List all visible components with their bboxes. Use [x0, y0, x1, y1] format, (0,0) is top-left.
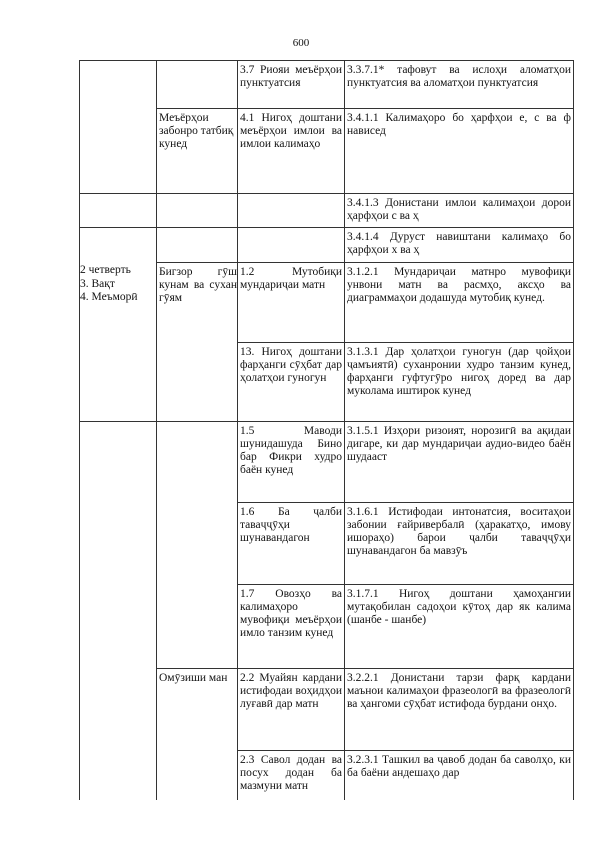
learning-objective: 1.7 Овозҳо ва калимаҳоро мувофиқи меъёрҳои имло танзим кунед — [240, 588, 342, 639]
row-border — [156, 668, 574, 669]
row-border — [156, 108, 574, 109]
section-title: Меъёрҳои забонро татбиқ кунед — [159, 112, 234, 150]
quarter-topic: 4. Меъморӣ — [80, 291, 138, 303]
learning-objective: 1.5 Маводи шунидашуда Бино бар Фикри худро баён кунед — [240, 425, 342, 476]
row-border — [79, 421, 574, 422]
assessment-criterion: 3.1.6.1 Истифодаи интонатсия, воситаҳои забонии ғайривербалӣ (ҳаракатҳо, имову ишораҳо) барои ҷалби таваҷҷӯҳи шунавандагон ба мавзӯъ — [347, 506, 571, 557]
col-border — [237, 60, 238, 800]
row-border — [156, 262, 574, 263]
assessment-criterion: 3.4.1.1 Калимаҳоро бо ҳарфҳои е, с ва ф нависед — [347, 112, 571, 137]
assessment-criterion: 3.1.2.1 Мундариҷаи матнро мувофиқи унвони матн ва расмҳо, аксҳо ва диаграммаҳои додашуда мутобиқ кунед. — [347, 266, 571, 304]
section-title: Бигзор гӯш кунам ва сухан гӯям — [159, 266, 237, 304]
row-border — [79, 60, 574, 61]
row-border — [237, 502, 574, 503]
row-border — [79, 193, 574, 194]
assessment-criterion: 3.1.5.1 Изҳори ризоият, норозигӣ ва ақидаи дигаре, ки дар мундариҷаи аудио-видео баён шудааст — [347, 425, 571, 463]
learning-objective: 2.2 Муайян кардани истифодаи воҳидҳои луғавӣ дар матн — [240, 672, 342, 710]
learning-objective: 13. Нигоҳ доштани фарҳанги сӯҳбат дар ҳолатҳои гуногун — [240, 346, 342, 384]
assessment-criterion: 3.3.7.1* тафовут ва ислоҳи аломатҳои пунктуатсия ва аломатҳои пунктуатсия — [347, 64, 571, 89]
row-border — [237, 750, 574, 751]
row-border — [237, 584, 574, 585]
learning-objective: 4.1 Нигоҳ доштани меъёрҳои имлои ва имлои калимаҳо — [240, 112, 342, 150]
col-border — [79, 60, 80, 800]
quarter-hours: 3. Вақт — [80, 277, 115, 290]
col-border — [344, 60, 345, 800]
assessment-criterion: 3.4.1.3 Донистани имлои калимаҳои дорои ҳарфҳои с ва ҳ — [347, 197, 571, 222]
learning-objective: 1.2 Мутобиқи мундариҷаи матн — [240, 266, 342, 291]
col-border — [573, 60, 574, 800]
assessment-criterion: 3.4.1.4 Дуруст навиштани калимаҳо бо ҳарфҳои х ва ҳ — [347, 231, 571, 256]
assessment-criterion: 3.1.7.1 Нигоҳ доштани ҳамоҳангии мутақобилан садоҳои кӯтоҳ дар як калима (шанбе - шанбе) — [347, 588, 571, 626]
assessment-criterion: 3.2.2.1 Донистани тарзи фарқ кардани маънои калимаҳои фразеологӣ ва фразеологӣ ва ҳангоми сӯҳбат истифода бурдани онҳо. — [347, 672, 571, 710]
learning-objective: 3.7 Риояи меъёрҳои пунктуатсия — [240, 64, 342, 89]
assessment-criterion: 3.1.3.1 Дар ҳолатҳои гуногун (дар ҷойҳои ҷамъиятӣ) суханронии худро танзим кунед, фарҳанги гуфтугӯро нигоҳ доред ва дар муколама иштирок кунед — [347, 346, 571, 397]
assessment-criterion: 3.2.3.1 Ташкил ва ҷавоб додан ба саволҳо, ки ба баёни андешаҳо дар — [347, 754, 571, 779]
page-number: 600 — [292, 37, 310, 49]
quarter-label — [80, 264, 138, 305]
section-title: Омӯзиши ман — [159, 672, 228, 684]
col-border — [156, 60, 157, 800]
row-border — [79, 227, 574, 228]
quarter-name: 2 четверть — [80, 264, 131, 276]
row-border — [237, 342, 574, 343]
learning-objective: 2.3 Савол додан ва посух додан ба мазмуни матн — [240, 754, 342, 792]
learning-objective: 1.6 Ба ҷалби таваҷҷӯҳи шунавандагон — [240, 506, 342, 544]
